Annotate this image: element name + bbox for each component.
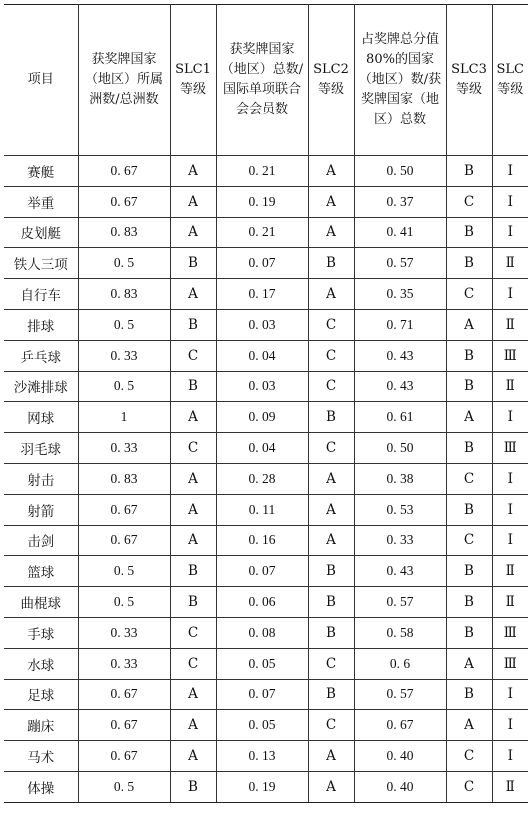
cell-continent-ratio: 0. 83 (78, 279, 170, 310)
table-row (4, 494, 528, 525)
cell-slc1: A (170, 741, 216, 772)
cell-member-ratio: 0. 21 (216, 156, 308, 187)
cell-slc3: C (446, 186, 492, 217)
cell-continent-ratio: 0. 33 (78, 433, 170, 464)
cell-continent-ratio: 0. 67 (78, 186, 170, 217)
table-row (4, 679, 528, 710)
cell-slc3: A (446, 402, 492, 433)
cell-slc2: B (308, 556, 354, 587)
cell-top80-ratio: 0. 58 (354, 617, 446, 648)
cell-member-ratio: 0. 19 (216, 771, 308, 802)
cell-member-ratio: 0. 13 (216, 741, 308, 772)
cell-slc1: B (170, 556, 216, 587)
table-row (4, 309, 528, 340)
cell-member-ratio: 0. 06 (216, 587, 308, 618)
cell-member-ratio: 0. 11 (216, 494, 308, 525)
cell-slc: Ⅲ (492, 340, 528, 371)
cell-project: 曲棍球 (4, 587, 78, 618)
cell-slc: Ⅰ (492, 463, 528, 494)
cell-project: 赛艇 (4, 156, 78, 187)
table-row (4, 156, 528, 187)
table-row (4, 433, 528, 464)
cell-slc1: C (170, 617, 216, 648)
header-row (4, 5, 528, 156)
cell-slc1: B (170, 587, 216, 618)
cell-slc2: A (308, 156, 354, 187)
cell-top80-ratio: 0. 33 (354, 525, 446, 556)
table-row (4, 556, 528, 587)
cell-top80-ratio: 0. 50 (354, 156, 446, 187)
cell-continent-ratio: 0. 67 (78, 525, 170, 556)
cell-slc3: C (446, 463, 492, 494)
cell-slc2: C (308, 648, 354, 679)
sports-grade-table (4, 4, 528, 803)
cell-project: 皮划艇 (4, 217, 78, 248)
cell-slc1: A (170, 710, 216, 741)
header-cell-top80-ratio: 占奖牌总分值80%的国家（地区）数/获奖牌国家（地区）总数 (354, 5, 446, 156)
cell-slc3: C (446, 771, 492, 802)
table-row (4, 617, 528, 648)
cell-continent-ratio: 0. 67 (78, 741, 170, 772)
cell-slc: Ⅱ (492, 587, 528, 618)
cell-slc3: B (446, 494, 492, 525)
cell-project: 足球 (4, 679, 78, 710)
cell-member-ratio: 0. 05 (216, 710, 308, 741)
cell-project: 手球 (4, 617, 78, 648)
cell-continent-ratio: 0. 33 (78, 340, 170, 371)
cell-continent-ratio: 0. 5 (78, 587, 170, 618)
cell-slc: Ⅰ (492, 279, 528, 310)
cell-slc2: A (308, 186, 354, 217)
cell-slc3: B (446, 340, 492, 371)
cell-slc2: A (308, 463, 354, 494)
cell-slc2: A (308, 771, 354, 802)
cell-slc1: A (170, 679, 216, 710)
cell-slc: Ⅱ (492, 371, 528, 402)
cell-slc1: A (170, 463, 216, 494)
cell-project: 举重 (4, 186, 78, 217)
cell-top80-ratio: 0. 37 (354, 186, 446, 217)
cell-top80-ratio: 0. 50 (354, 433, 446, 464)
table-row (4, 217, 528, 248)
cell-slc2: B (308, 617, 354, 648)
cell-slc: Ⅰ (492, 494, 528, 525)
cell-member-ratio: 0. 07 (216, 679, 308, 710)
cell-slc2: A (308, 525, 354, 556)
cell-slc: Ⅰ (492, 186, 528, 217)
table-row (4, 587, 528, 618)
cell-slc3: C (446, 525, 492, 556)
cell-slc2: A (308, 217, 354, 248)
cell-slc3: A (446, 710, 492, 741)
cell-slc: Ⅱ (492, 248, 528, 279)
cell-slc1: A (170, 186, 216, 217)
header-cell-member-ratio: 获奖牌国家（地区）总数/国际单项联合会会员数 (216, 5, 308, 156)
table-row (4, 279, 528, 310)
cell-member-ratio: 0. 05 (216, 648, 308, 679)
cell-slc: Ⅰ (492, 525, 528, 556)
cell-top80-ratio: 0. 61 (354, 402, 446, 433)
cell-top80-ratio: 0. 40 (354, 741, 446, 772)
cell-continent-ratio: 0. 33 (78, 617, 170, 648)
cell-continent-ratio: 0. 67 (78, 679, 170, 710)
cell-member-ratio: 0. 07 (216, 556, 308, 587)
cell-project: 水球 (4, 648, 78, 679)
cell-top80-ratio: 0. 57 (354, 587, 446, 618)
cell-slc3: C (446, 279, 492, 310)
cell-member-ratio: 0. 07 (216, 248, 308, 279)
cell-slc1: B (170, 771, 216, 802)
cell-slc1: B (170, 309, 216, 340)
cell-project: 蹦床 (4, 710, 78, 741)
cell-slc3: A (446, 648, 492, 679)
cell-member-ratio: 0. 19 (216, 186, 308, 217)
header-cell-slc: SLC等级 (492, 5, 528, 156)
cell-slc2: C (308, 371, 354, 402)
header-cell-project: 项目 (4, 5, 78, 156)
cell-project: 体操 (4, 771, 78, 802)
header-cell-slc1: SLC1等级 (170, 5, 216, 156)
cell-member-ratio: 0. 17 (216, 279, 308, 310)
cell-slc: Ⅰ (492, 741, 528, 772)
cell-slc2: C (308, 710, 354, 741)
cell-member-ratio: 0. 28 (216, 463, 308, 494)
cell-slc: Ⅲ (492, 617, 528, 648)
cell-slc3: C (446, 741, 492, 772)
cell-top80-ratio: 0. 38 (354, 463, 446, 494)
cell-top80-ratio: 0. 43 (354, 371, 446, 402)
cell-project: 击剑 (4, 525, 78, 556)
table-row (4, 186, 528, 217)
header-cell-slc3: SLC3等级 (446, 5, 492, 156)
cell-project: 羽毛球 (4, 433, 78, 464)
cell-top80-ratio: 0. 43 (354, 556, 446, 587)
cell-continent-ratio: 0. 67 (78, 156, 170, 187)
cell-slc: Ⅲ (492, 648, 528, 679)
table-row (4, 741, 528, 772)
cell-project: 沙滩排球 (4, 371, 78, 402)
cell-slc3: B (446, 217, 492, 248)
table-row (4, 340, 528, 371)
cell-slc: Ⅰ (492, 217, 528, 248)
cell-continent-ratio: 0. 33 (78, 648, 170, 679)
cell-project: 马术 (4, 741, 78, 772)
cell-slc1: A (170, 494, 216, 525)
table-row (4, 710, 528, 741)
cell-slc1: C (170, 433, 216, 464)
cell-slc3: B (446, 156, 492, 187)
cell-top80-ratio: 0. 35 (354, 279, 446, 310)
cell-continent-ratio: 0. 83 (78, 463, 170, 494)
cell-project: 自行车 (4, 279, 78, 310)
cell-continent-ratio: 0. 67 (78, 494, 170, 525)
cell-slc2: C (308, 309, 354, 340)
cell-member-ratio: 0. 09 (216, 402, 308, 433)
table-row (4, 463, 528, 494)
cell-top80-ratio: 0. 57 (354, 248, 446, 279)
cell-slc2: A (308, 279, 354, 310)
cell-slc: Ⅱ (492, 556, 528, 587)
cell-member-ratio: 0. 03 (216, 371, 308, 402)
cell-member-ratio: 0. 21 (216, 217, 308, 248)
header-cell-slc2: SLC2等级 (308, 5, 354, 156)
cell-slc3: B (446, 433, 492, 464)
cell-member-ratio: 0. 04 (216, 433, 308, 464)
cell-slc3: B (446, 371, 492, 402)
cell-slc2: C (308, 340, 354, 371)
cell-continent-ratio: 0. 5 (78, 309, 170, 340)
cell-slc1: C (170, 340, 216, 371)
cell-slc1: A (170, 217, 216, 248)
cell-slc2: A (308, 494, 354, 525)
cell-slc: Ⅲ (492, 433, 528, 464)
cell-project: 乒乓球 (4, 340, 78, 371)
cell-slc3: B (446, 248, 492, 279)
cell-project: 射箭 (4, 494, 78, 525)
cell-slc1: C (170, 648, 216, 679)
table-row (4, 771, 528, 802)
cell-slc: Ⅰ (492, 710, 528, 741)
cell-top80-ratio: 0. 57 (354, 679, 446, 710)
cell-continent-ratio: 1 (78, 402, 170, 433)
cell-slc1: A (170, 156, 216, 187)
cell-top80-ratio: 0. 41 (354, 217, 446, 248)
cell-slc: Ⅰ (492, 679, 528, 710)
cell-slc2: B (308, 402, 354, 433)
table-row (4, 525, 528, 556)
cell-slc3: B (446, 556, 492, 587)
cell-top80-ratio: 0. 53 (354, 494, 446, 525)
cell-slc3: B (446, 587, 492, 618)
cell-slc: Ⅰ (492, 156, 528, 187)
table-row (4, 648, 528, 679)
table-body (4, 156, 528, 803)
cell-member-ratio: 0. 03 (216, 309, 308, 340)
cell-top80-ratio: 0. 71 (354, 309, 446, 340)
table-row (4, 402, 528, 433)
cell-top80-ratio: 0. 43 (354, 340, 446, 371)
header-cell-continent-ratio: 获奖牌国家（地区）所属洲数/总洲数 (78, 5, 170, 156)
cell-continent-ratio: 0. 5 (78, 771, 170, 802)
cell-top80-ratio: 0. 40 (354, 771, 446, 802)
cell-slc2: C (308, 433, 354, 464)
cell-slc2: A (308, 741, 354, 772)
cell-slc: Ⅰ (492, 402, 528, 433)
cell-continent-ratio: 0. 5 (78, 248, 170, 279)
cell-top80-ratio: 0. 67 (354, 710, 446, 741)
cell-member-ratio: 0. 16 (216, 525, 308, 556)
cell-member-ratio: 0. 04 (216, 340, 308, 371)
cell-continent-ratio: 0. 67 (78, 710, 170, 741)
cell-slc1: B (170, 371, 216, 402)
cell-slc1: A (170, 279, 216, 310)
cell-slc1: A (170, 402, 216, 433)
table-row (4, 248, 528, 279)
cell-slc: Ⅱ (492, 771, 528, 802)
cell-slc3: B (446, 679, 492, 710)
cell-member-ratio: 0. 08 (216, 617, 308, 648)
cell-top80-ratio: 0. 6 (354, 648, 446, 679)
cell-slc2: B (308, 248, 354, 279)
cell-project: 排球 (4, 309, 78, 340)
table-row (4, 371, 528, 402)
cell-project: 篮球 (4, 556, 78, 587)
cell-project: 铁人三项 (4, 248, 78, 279)
cell-slc3: B (446, 617, 492, 648)
cell-slc3: A (446, 309, 492, 340)
cell-continent-ratio: 0. 5 (78, 556, 170, 587)
cell-slc1: A (170, 525, 216, 556)
cell-slc: Ⅱ (492, 309, 528, 340)
cell-project: 射击 (4, 463, 78, 494)
cell-continent-ratio: 0. 5 (78, 371, 170, 402)
cell-continent-ratio: 0. 83 (78, 217, 170, 248)
cell-project: 网球 (4, 402, 78, 433)
cell-slc2: B (308, 679, 354, 710)
cell-slc2: B (308, 587, 354, 618)
cell-slc1: B (170, 248, 216, 279)
